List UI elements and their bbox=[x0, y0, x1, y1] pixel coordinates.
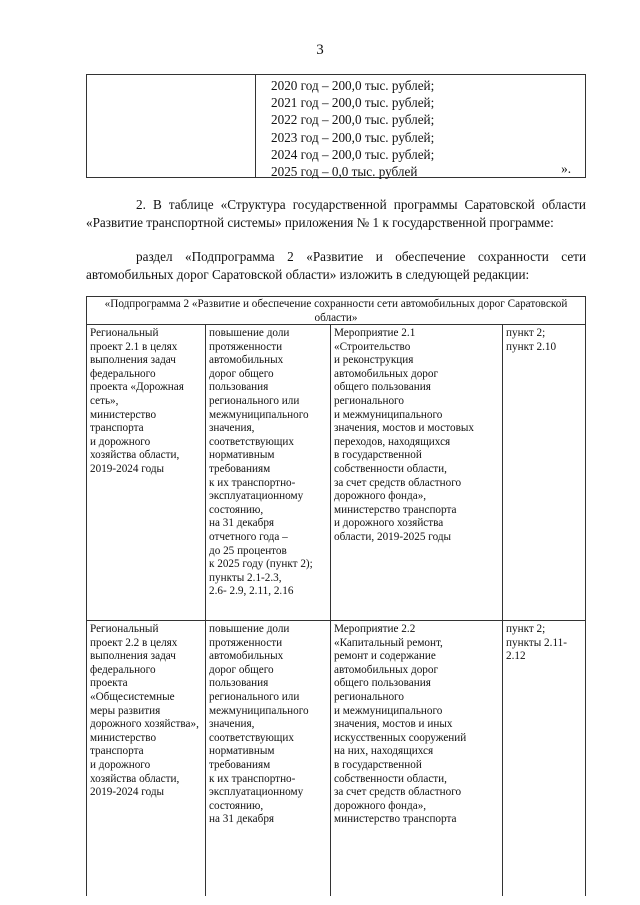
table-cell-measure: Мероприятие 2.1 «Строительство и реконструкция автомобильных дорог общего пользования регионального и межмуниципального значения, мостов и мостовых переходов, находящихся в государственной собственности области, за счет средств областного дорожного фонда», министерство транспорта и дорожного хозяйства области, 2019-2025 годы bbox=[334, 327, 474, 543]
table-cell-measure: Мероприятие 2.2 «Капитальный ремонт, ремонт и содержание автомобильных дорог общего пользования регионального и межмуниципального значения, мостов и иных искусственных сооружений на них, находящихся в государственной собственности области, за счет средств областного дорожного фонда», министерство транспорта bbox=[334, 623, 467, 826]
funding-line: 2025 год – 0,0 тыс. рублей bbox=[271, 164, 418, 180]
funding-line: 2022 год – 200,0 тыс. рублей; bbox=[271, 112, 435, 128]
funding-table-fragment bbox=[86, 74, 586, 178]
table-column-divider bbox=[255, 75, 256, 177]
paragraph-section-replacement: раздел «Подпрограмма 2 «Развитие и обеспечение сохранности сети автомобильных дорог Саратовской области» изложить в следующей редакции: bbox=[86, 249, 586, 282]
table-cell-project: Региональный проект 2.1 в целях выполнения задач федерального проекта «Дорожная сеть», министерство транспорта и дорожного хозяйства области, 2019-2024 годы bbox=[90, 327, 184, 475]
funding-line: 2024 год – 200,0 тыс. рублей; bbox=[271, 146, 435, 162]
column-divider bbox=[330, 325, 331, 896]
page-number: 3 bbox=[316, 42, 324, 58]
funding-line: 2020 год – 200,0 тыс. рублей; bbox=[271, 78, 435, 93]
table-cell-indicator: повышение доли протяженности автомобильных дорог общего пользования регионального или межмуниципального значения, соответствующих нормативным требованиям к их транспортно- эксплуатационному состоянию, на 31 декабря отчетного года – до 25 процентов к 2025 году (пункт 2); пункты 2.1-2.3, 2.6- 2.9, 2.11, 2.16 bbox=[209, 327, 313, 598]
subprogram-table bbox=[86, 296, 586, 896]
table-cell-points: пункт 2; пункты 2.11- 2.12 bbox=[506, 623, 567, 663]
funding-line: 2021 год – 200,0 тыс. рублей; bbox=[271, 95, 435, 111]
row-divider bbox=[87, 620, 585, 621]
funding-lines bbox=[271, 77, 434, 180]
closing-quote: ». bbox=[561, 161, 571, 176]
column-divider bbox=[502, 325, 503, 896]
subprogram-table-header: «Подпрограмма 2 «Развитие и обеспечение сохранности сети автомобильных дорог Саратовской области» bbox=[87, 297, 585, 325]
table-cell-project: Региональный проект 2.2 в целях выполнения задач федерального проекта «Общесистемные меры развития дорожного хозяйства», министерство транспорта и дорожного хозяйства области, 2019-2024 годы bbox=[90, 623, 199, 799]
table-cell-indicator: повышение доли протяженности автомобильных дорог общего пользования регионального или межмуниципального значения, соответствующих нормативным требованиям к их транспортно- эксплуатационному состоянию, на 31 декабря bbox=[209, 623, 309, 826]
column-divider bbox=[205, 325, 206, 896]
funding-line: 2023 год – 200,0 тыс. рублей; bbox=[271, 129, 435, 145]
table-cell-points: пункт 2; пункт 2.10 bbox=[506, 327, 557, 353]
paragraph-table-amendment: 2. В таблице «Структура государственной программы Саратовской области «Развитие транспортной системы» приложения № 1 к государственной программе: bbox=[86, 197, 586, 230]
